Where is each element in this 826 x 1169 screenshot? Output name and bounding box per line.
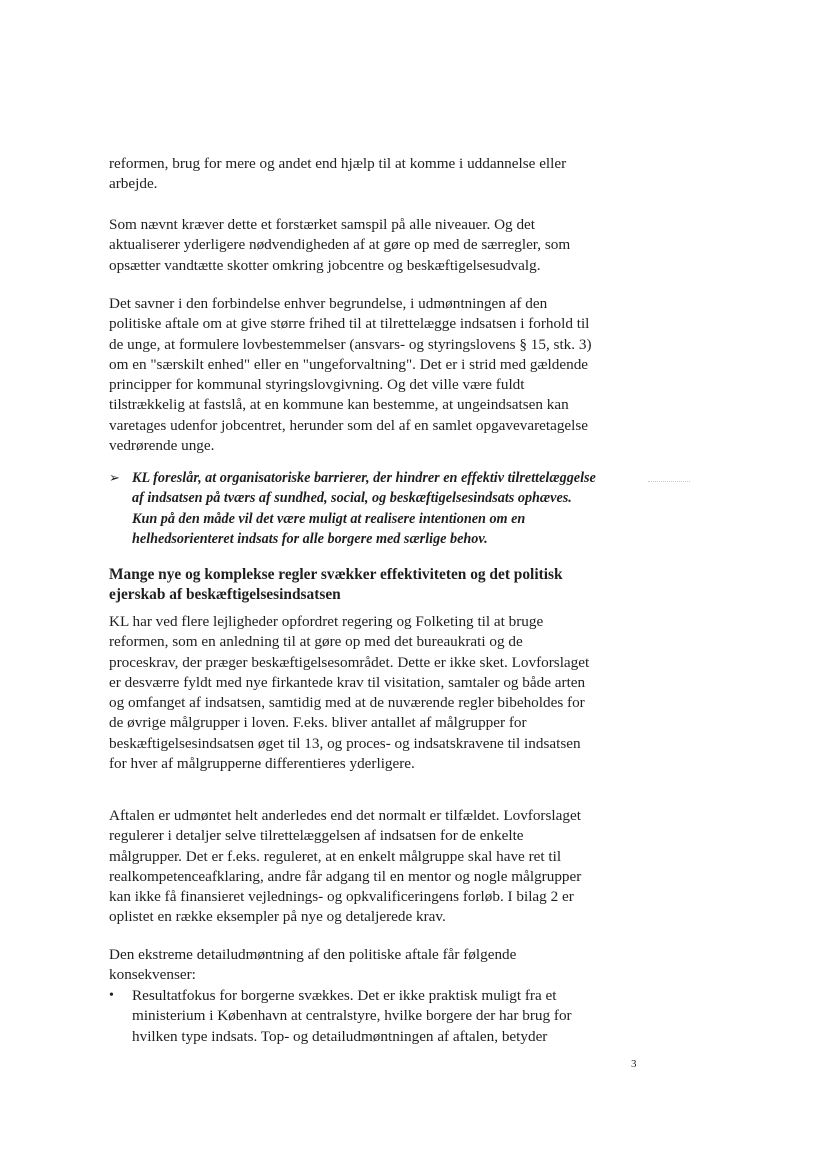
proposal-text: KL foreslår, at organisatoriske barrierer, der hindrer en effektiv tilrettelæggelse af indsatsen på tværs af sundhed, social, og beskæftigelsesindsats ophæves. Kun på den måde vil det være muligt at realisere intentionen om en helhedsorienteret indsats for alle borgere med særlige behov. [132, 470, 596, 547]
bullet-dot-icon: • [109, 988, 114, 1003]
page-number: 3 [631, 1058, 637, 1070]
section-heading: Mange nye og komplekse regler svækker effektiviteten og det politisk ejerskab af beskæftigelsesindsatsen [109, 566, 563, 604]
paragraph-continuation: reformen, brug for mere og andet end hjælp til at komme i uddannelse eller arbejde. [109, 155, 567, 193]
paragraph-udmoentning: Aftalen er udmøntet helt anderledes end det normalt er tilfældet. Lovforslaget regulerer i detaljer selve tilrettelæggelsen af indsatsen for de enkelte målgrupper. Det er f.eks. reguleret, at en enkelt målgruppe skal have ret til realkompetenceafklaring, andre får adgang til en mentor og nogle målgrupper kan ikke få finansieret vejlednings- og opkvalificeringens forløb. I bilag 2 er oplistet en række eksempler på nye og detaljerede krav. [109, 807, 582, 926]
scan-artifact [648, 481, 690, 484]
paragraph-bureaukrati: KL har ved flere lejligheder opfordret regering og Folketing til at bruge reformen, som en anledning til at gøre op med det bureaukrati og de proceskrav, der præger beskæftigelsesområdet. Dette er ikke sket. Lovforslaget er desværre fyldt med nye firkantede krav til visitation, samtaler og både arten og omfanget af indsatsen, samtidig med at de nuværende regler bibeholdes for de øvrige målgrupper i loven. F.eks. bliver antallet af målgrupper for beskæftigelsesindsatsen øget til 13, og proces- og indsatskravene til indsatsen for hver af målgrupperne differentieres yderligere. [109, 613, 590, 773]
list-item-text: Resultatfokus for borgerne svækkes. Det er ikke praktisk muligt fra et ministerium i København at centralstyre, hvilke borgere der har brug for hvilken type indsats. Top- og detailudmøntningen af aftalen, betyder [132, 987, 572, 1045]
paragraph-begrundelse: Det savner i den forbindelse enhver begrundelse, i udmøntningen af den politiske aftale om at give større frihed til at tilrettelægge indsatsen i forhold til de unge, at formulere lovbestemmelser (ansvars- og styringslovens § 15, stk. 3) om en "særskilt enhed" eller en "ungeforvaltning". Det er i strid med gældende principper for kommunal styringslovgivning. Og det ville være fuldt tilstrækkelig at fastslå, at en kommune kan bestemme, at ungeindsatsen kan varetages udenfor jobcentret, herunder som del af en samlet opgavevaretagelse vedrørende unge. [109, 295, 592, 455]
paragraph-samspil: Som nævnt kræver dette et forstærket samspil på alle niveauer. Og det aktualiserer yderligere nødvendigheden af at gøre op med de særregler, som opsætter vandtætte skotter omkring jobcentre og beskæftigelsesudvalg. [109, 216, 571, 274]
arrow-bullet-icon: ➢ [109, 470, 120, 485]
text-column [109, 0, 595, 1169]
paragraph-konsekvenser: Den ekstreme detailudmøntning af den politiske aftale får følgende konsekvenser: [109, 946, 517, 984]
